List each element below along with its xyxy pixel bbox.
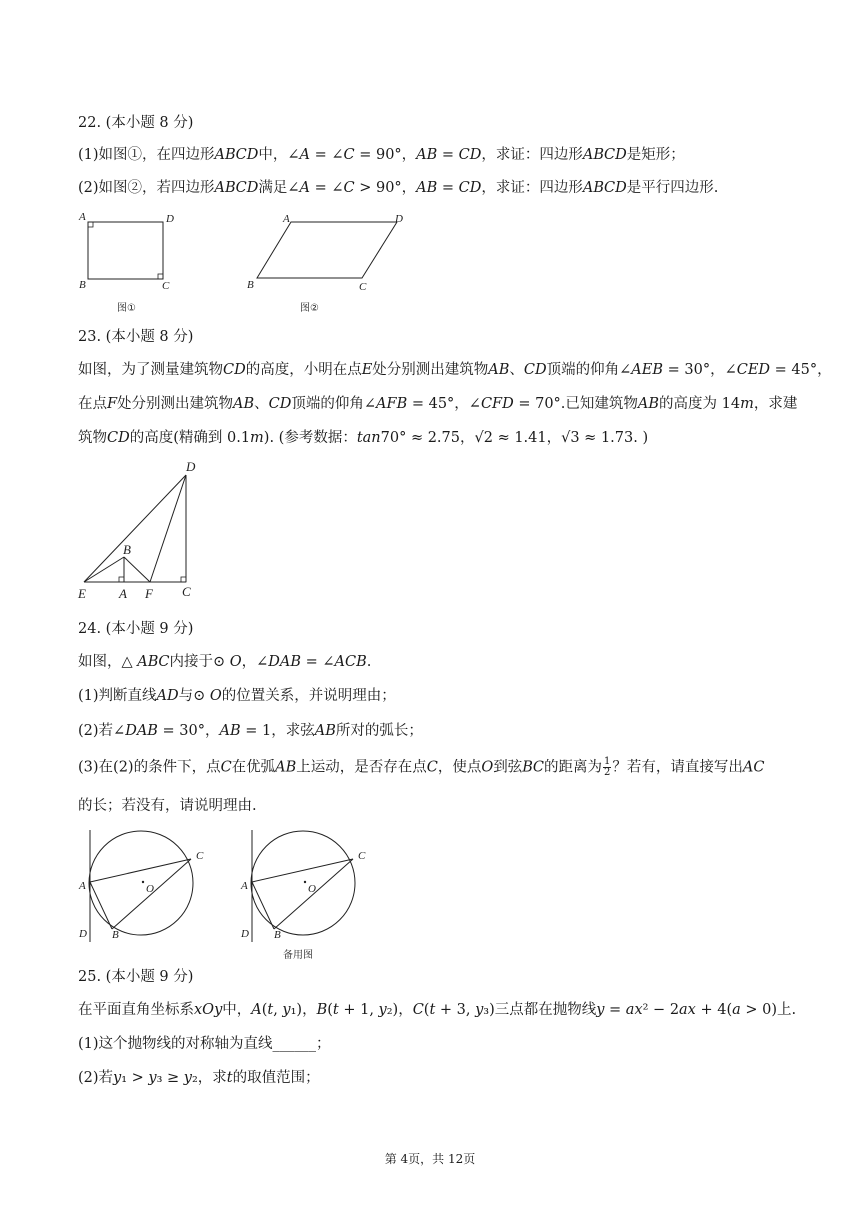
q22-f2-label-d: D — [395, 213, 403, 225]
q22-part1: (1)如图①，在四边形𝐴𝐵𝐶𝐷中，∠𝐴 = ∠𝐶 = 90°，𝐴𝐵 = 𝐶𝐷，求证：四边形𝐴𝐵𝐶𝐷是矩形； — [78, 147, 685, 163]
q24-frac-den: 2 — [604, 767, 611, 778]
q23-label-b: B — [123, 542, 131, 557]
q24-f2-label-d: D — [241, 928, 249, 940]
q24-f2-label-o: O — [308, 883, 316, 895]
q24-line4-text: (3)在(2)的条件下，点𝐶在优弧𝐴𝐵上运动，是否存在点𝐶，使点𝑂到弦𝐵𝐶的距离为 — [78, 759, 603, 776]
q22-figure-rectangle — [76, 210, 186, 298]
q22-f1-label-c: C — [162, 280, 170, 292]
q22-f2-label-a: A — [283, 213, 290, 225]
q22-fig1-caption: 图① — [117, 303, 136, 314]
q25-line2: (1)这个抛物线的对称轴为直线______； — [78, 1036, 331, 1052]
q23-label-c: C — [182, 584, 191, 599]
q24-f2-label-c: C — [358, 850, 366, 862]
q24-line1: 如图，△ 𝐴𝐵𝐶内接于⊙ 𝑂，∠𝐷𝐴𝐵 = ∠𝐴𝐶𝐵. — [78, 654, 372, 670]
q24-f1-label-c: C — [196, 850, 204, 862]
q24-line5: 的长；若没有，请说明理由. — [78, 798, 257, 814]
q22-f1-label-a: A — [79, 211, 86, 223]
q22-f1-label-b: B — [79, 279, 86, 291]
q24-line2: (1)判断直线𝐴𝐷与⊙ 𝑂的位置关系，并说明理由； — [78, 688, 396, 704]
q24-line3: (2)若∠𝐷𝐴𝐵 = 30°，𝐴𝐵 = 1，求弦𝐴𝐵所对的弧长； — [78, 723, 423, 739]
q24-f1-label-a: A — [79, 880, 86, 892]
q22-f1-label-d: D — [166, 213, 174, 225]
q24-figure-circle — [74, 830, 214, 948]
q24-heading: 24. (本小题 9 分) — [78, 621, 194, 637]
q23-label-f: F — [145, 586, 153, 601]
q23-line3: 筑物𝐶𝐷的高度(精确到 0.1𝑚). (参考数据：𝑡𝑎𝑛70° ≈ 2.75，√2 ≈ 1.41，√3 ≈ 1.73. ) — [78, 430, 649, 446]
q23-label-d: D — [186, 459, 196, 474]
q22-f2-label-c: C — [359, 281, 367, 293]
q25-line1: 在平面直角坐标系𝑥𝑂𝑦中，𝐴(𝑡, 𝑦₁)，𝐵(𝑡 + 1, 𝑦₂)，𝐶(𝑡 + 3, 𝑦₃)三点都在抛物线𝑦 = 𝑎𝑥² − 2𝑎𝑥 + 4(𝑎 > 0)上. — [78, 1002, 797, 1018]
q24-f2-label-a: A — [241, 880, 248, 892]
q24-f2-label-b: B — [274, 929, 281, 941]
q24-f1-label-o: O — [146, 883, 154, 895]
q22-f2-label-b: B — [247, 279, 254, 291]
q23-line2: 在点𝐹处分别测出建筑物𝐴𝐵、𝐶𝐷顶端的仰角∠𝐴𝐹𝐵 = 45°，∠𝐶𝐹𝐷 = 70°.已知建筑物𝐴𝐵的高度为 14𝑚，求建 — [78, 396, 798, 412]
q24-figure-spare — [236, 830, 376, 948]
q23-heading: 23. (本小题 8 分) — [78, 329, 194, 345]
q24-fraction — [603, 757, 611, 778]
q25-line3: (2)若𝑦₁ > 𝑦₃ ≥ 𝑦₂，求𝑡的取值范围； — [78, 1070, 320, 1086]
q24-spare-caption: 备用图 — [283, 950, 313, 961]
page-footer: 第 4页，共 12页 — [384, 1152, 476, 1166]
q22-part2: (2)如图②，若四边形𝐴𝐵𝐶𝐷满足∠𝐴 = ∠𝐶 > 90°，𝐴𝐵 = 𝐶𝐷，求证：四边形𝐴𝐵𝐶𝐷是平行四边形. — [78, 180, 719, 196]
q22-heading: 22. (本小题 8 分) — [78, 115, 194, 131]
q23-line1: 如图，为了测量建筑物𝐶𝐷的高度，小明在点𝐸处分别测出建筑物𝐴𝐵、𝐶𝐷顶端的仰角∠𝐴𝐸𝐵 = 30°，∠𝐶𝐸𝐷 = 45°， — [78, 362, 832, 378]
q23-label-e: E — [78, 586, 86, 601]
q23-figure-buildings — [72, 458, 212, 608]
q24-f1-label-d: D — [79, 928, 87, 940]
q24-line4 — [78, 757, 764, 778]
q24-frac-num: 1 — [604, 756, 611, 767]
q23-label-a: A — [119, 586, 127, 601]
q22-fig2-caption: 图② — [300, 303, 319, 314]
q25-heading: 25. (本小题 9 分) — [78, 969, 194, 985]
q22-figure-parallelogram — [243, 210, 413, 298]
q24-f1-label-b: B — [112, 929, 119, 941]
q24-line4-text-end: ？若有，请直接写出𝐴𝐶 — [612, 759, 765, 776]
